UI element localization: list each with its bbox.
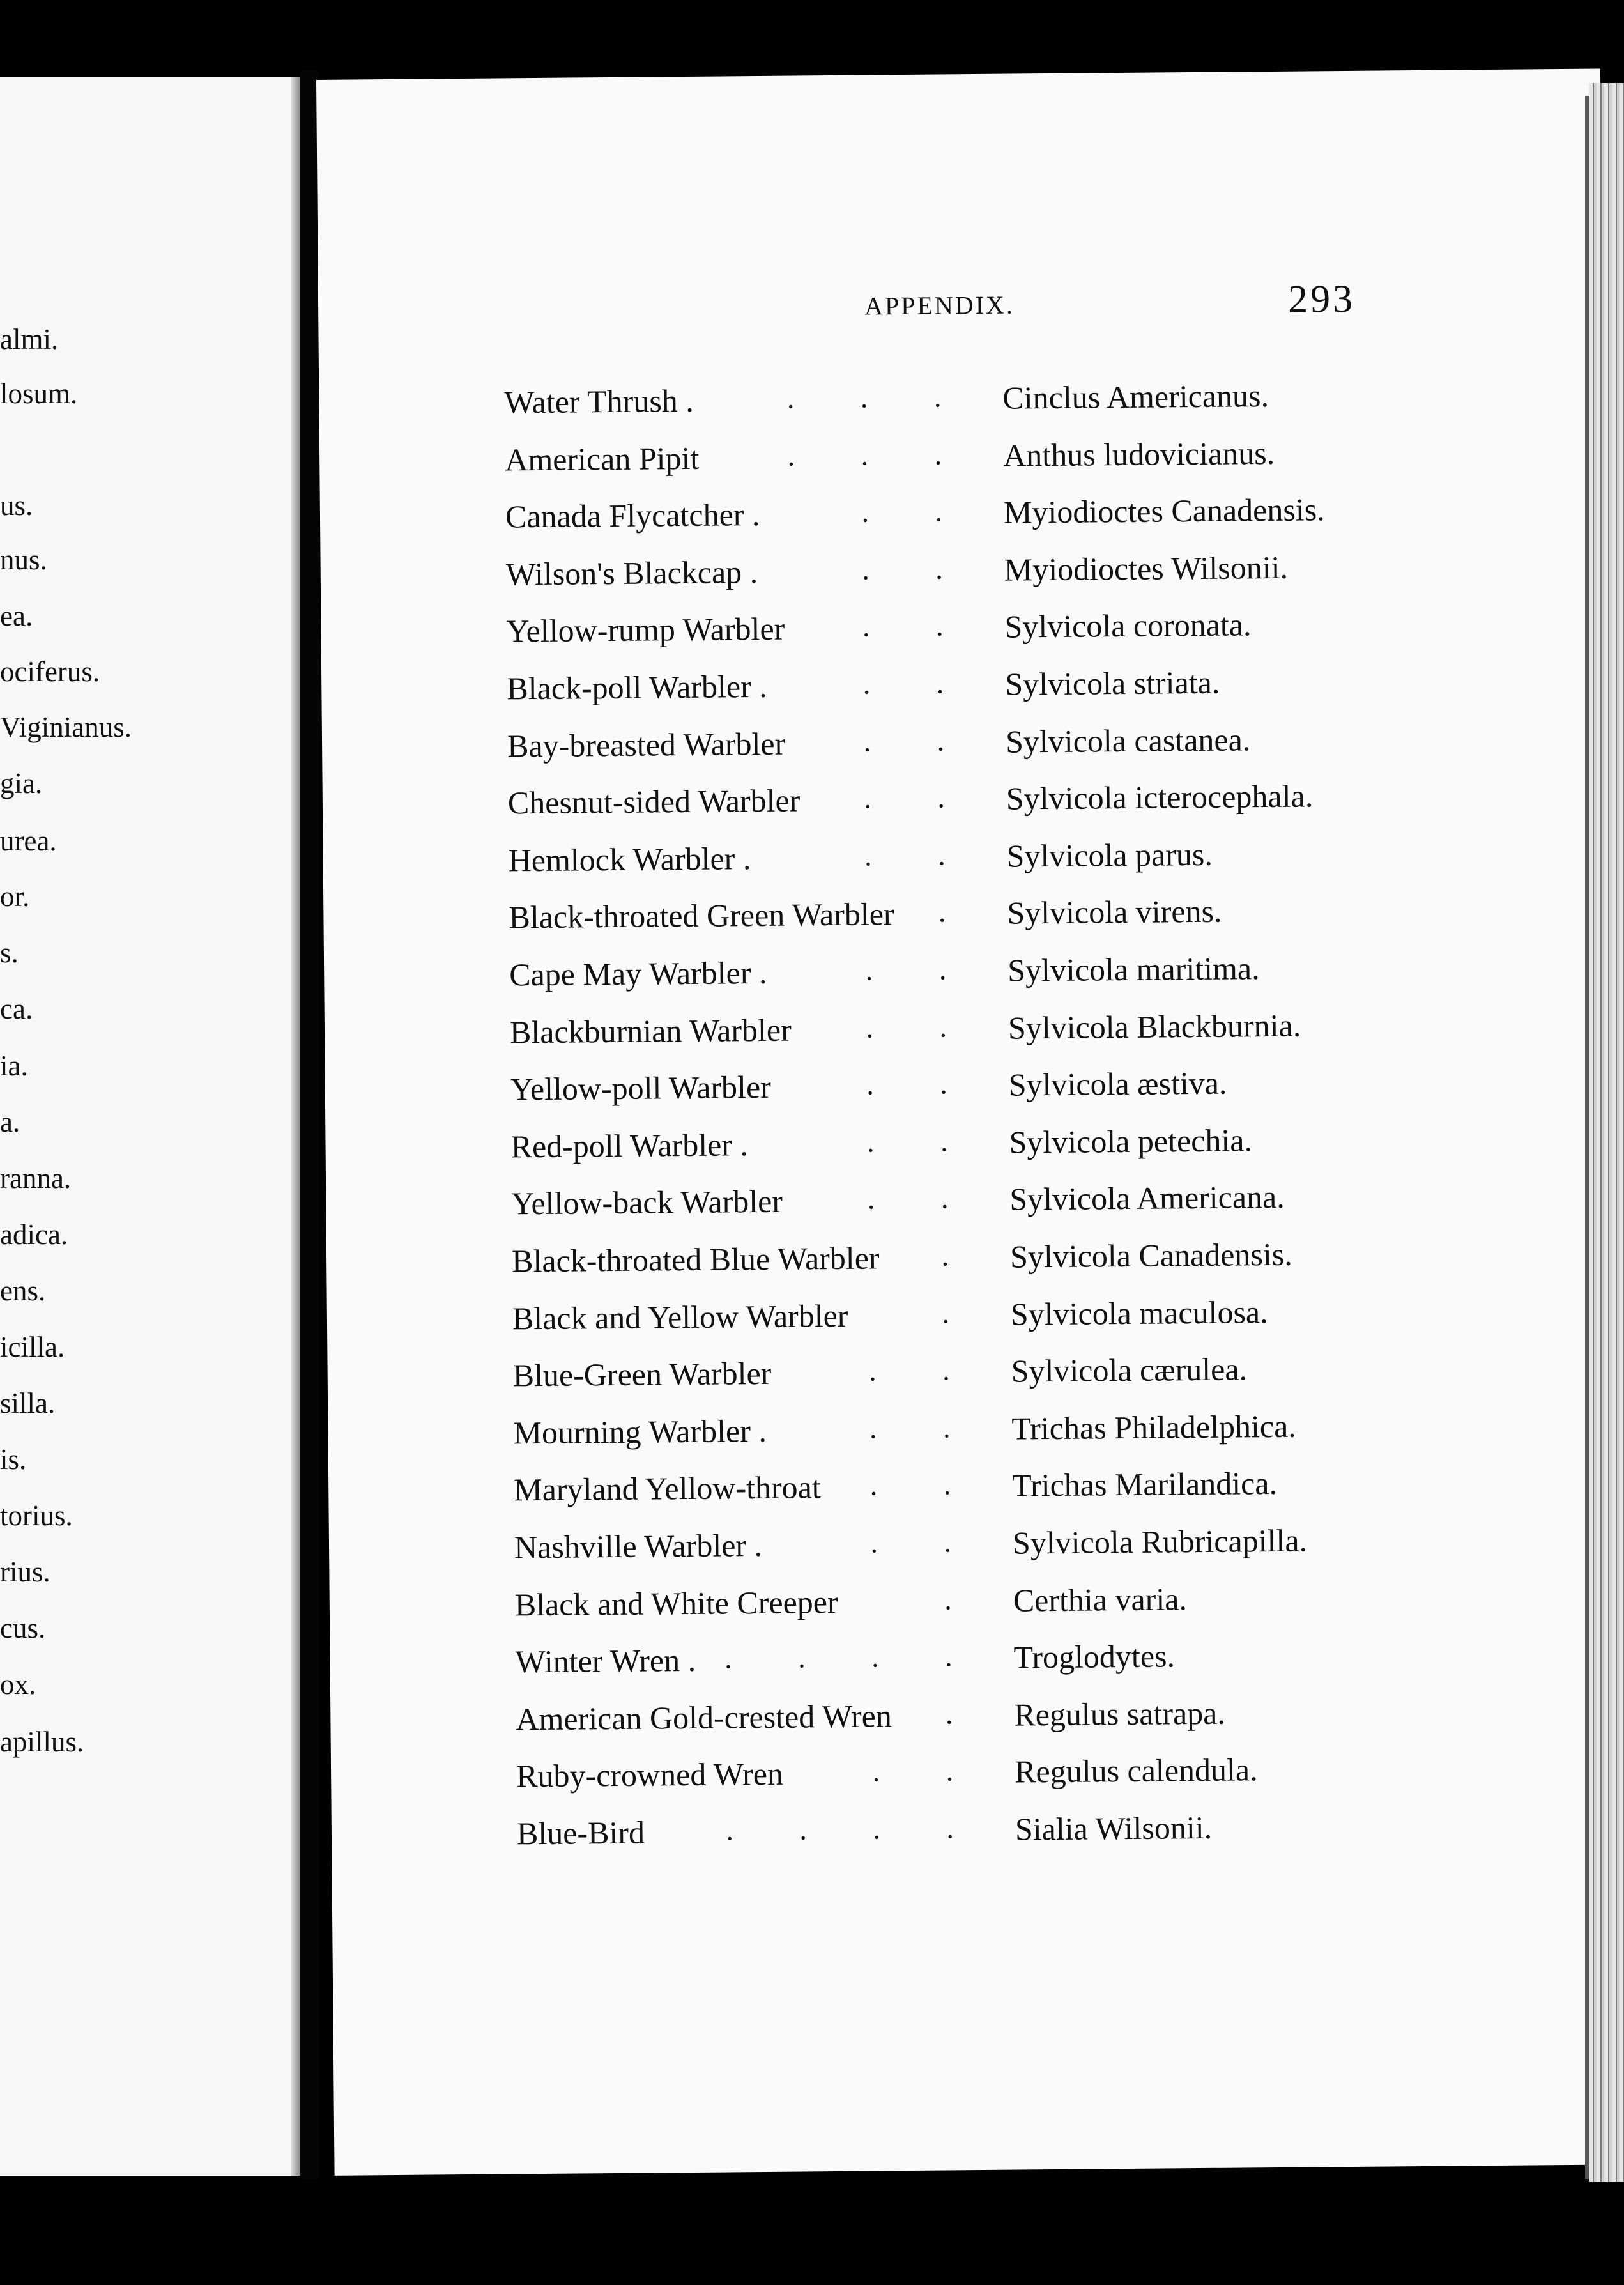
species-entry [330,1693,1417,1747]
species-entry [325,1006,1411,1060]
left-page-line: ia. [0,1050,28,1082]
species-entry [325,1120,1412,1174]
species-entry [319,433,1406,488]
left-page [0,77,300,2176]
latin-name: Sylvicola Canadensis. [1009,1236,1292,1275]
species-entry [320,490,1407,544]
latin-name: Sylvicola Blackburnia. [1007,1007,1301,1046]
latin-name: Sylvicola icterocephala. [1006,778,1314,817]
species-entry [321,604,1407,659]
left-page-gutter [291,77,300,2176]
common-name: Mourning Warbler . [513,1412,767,1451]
species-entry [326,1177,1413,1231]
common-name: Yellow-back Warbler [511,1183,783,1222]
latin-name: Sylvicola cærulea. [1011,1351,1248,1389]
left-page-line: ca. [0,993,33,1025]
page-edges [1589,83,1624,2182]
species-entry [319,376,1406,430]
common-name: Yellow-poll Warbler [510,1068,772,1107]
left-page-line: ens. [0,1275,46,1307]
leader-dots: . . . [787,438,972,472]
right-page [316,68,1619,2175]
latin-name: Sylvicola virens. [1007,893,1222,931]
page-number: 293 [1287,277,1356,321]
leader-dots: . . . [786,380,971,415]
left-page-line: cus. [0,1612,46,1644]
leader-dots: . . [866,1125,977,1158]
common-name: Canada Flycatcher . [505,496,760,535]
species-entry [332,1807,1418,1861]
common-name: Black-throated Green Warbler [509,896,894,935]
common-name: American Pipit [504,440,700,478]
left-page-line: us. [0,489,33,521]
leader-dots: . . [872,1753,983,1788]
latin-name: Sylvicola petechia. [1009,1122,1253,1160]
common-name: Black-poll Warbler . [507,668,767,707]
left-page-line: almi. [0,323,59,355]
species-entry [330,1635,1416,1689]
latin-name: Regulus calendula. [1014,1751,1258,1790]
species-entry [322,719,1409,774]
leader-dots: . [942,1296,979,1330]
leader-dots: . . [869,1468,981,1502]
species-entry [328,1406,1414,1461]
leader-dots: . . . . [724,1640,982,1675]
book-spine [300,70,319,2179]
left-page-line: s. [0,937,19,969]
common-name: Wilson's Blackcap . [505,553,758,592]
common-name: Bay-breasted Warbler [507,725,786,764]
common-name: Black-throated Blue Warbler [511,1240,880,1279]
species-entry [323,891,1410,945]
latin-name: Sylvicola parus. [1006,836,1213,874]
leader-dots: . . [864,838,975,872]
common-name: Water Thrush . [504,382,694,420]
left-page-line: ociferus. [0,656,100,688]
leader-dots: . . [868,1353,979,1387]
left-page-line: a. [0,1106,20,1138]
left-page-line: losum. [0,378,78,410]
leader-dots: . [941,1239,979,1272]
latin-name: Myiodioctes Canadensis. [1003,491,1325,530]
leader-dots: . . [863,724,974,758]
species-entry [323,776,1409,831]
leader-dots: . . . . [726,1811,984,1847]
species-entry [329,1521,1416,1575]
common-name: Red-poll Warbler . [510,1127,749,1165]
common-name: Yellow-rump Warbler [506,610,785,649]
latin-name: Certhia varia. [1013,1581,1188,1619]
species-entry [324,948,1411,1003]
latin-name: Cinclus Americanus. [1002,378,1269,416]
latin-name: Trichas Marilandica. [1011,1465,1278,1504]
leader-dots: . . [861,495,972,528]
common-name: Hemlock Warbler . [508,840,751,879]
species-entry [331,1750,1418,1804]
species-entry [328,1463,1415,1518]
latin-name: Sylvicola Americana. [1009,1178,1285,1217]
latin-name: Sylvicola æstiva. [1008,1065,1227,1103]
common-name: Chesnut-sided Warbler [507,782,801,821]
leader-dots: . . [862,666,974,700]
leader-dots: . . [864,781,975,815]
common-name: Nashville Warbler . [514,1527,763,1566]
leader-dots: . [944,1583,982,1616]
left-page-line: icilla. [0,1331,65,1363]
latin-name: Sylvicola castanea. [1005,721,1251,760]
common-name: Black and Yellow Warbler [512,1297,848,1337]
leader-dots: . [945,1697,983,1730]
left-page-line: Viginianus. [0,711,132,743]
latin-name: Sylvicola striata. [1005,664,1220,702]
left-page-line: nus. [0,544,47,576]
left-page-line: torius. [0,1500,73,1532]
left-page-line: urea. [0,825,57,857]
latin-name: Troglodytes. [1013,1638,1176,1675]
species-entry [325,1063,1412,1117]
latin-name: Sylvicola maritima. [1007,950,1260,989]
common-name: Blue-Green Warbler [512,1355,772,1394]
leader-dots: . . [869,1411,980,1445]
species-entry [327,1292,1414,1346]
common-name: Black and White Creeper [514,1583,838,1623]
leader-dots: . . [865,953,976,987]
species-entry [330,1578,1416,1633]
left-page-line: is. [0,1443,27,1475]
left-page-line: ea. [0,600,33,632]
latin-name: Trichas Philadelphica. [1011,1408,1296,1447]
leader-dots: . . [866,1067,977,1101]
left-page-line: apillus. [0,1726,84,1758]
latin-name: Regulus satrapa. [1014,1695,1226,1733]
leader-dots: . . [861,552,972,586]
leader-dots: . . [862,609,973,643]
common-name: Winter Wren . [515,1642,696,1680]
species-entry [321,662,1408,716]
common-name: Blue-Bird [516,1814,645,1852]
common-name: Blackburnian Warbler [509,1012,792,1050]
common-name: American Gold-crested Wren [516,1698,892,1737]
left-page-line: or. [0,881,30,912]
left-page-line: gia. [0,767,43,799]
latin-name: Sylvicola coronata. [1004,606,1252,645]
species-entry [327,1349,1414,1403]
left-page-line: silla. [0,1387,56,1419]
latin-name: Sialia Wilsonii. [1015,1809,1213,1847]
left-page-line: rius. [0,1556,50,1588]
latin-name: Sylvicola Rubricapilla. [1012,1522,1308,1561]
leader-dots: . . [867,1181,978,1215]
left-page-line: ox. [0,1668,36,1700]
common-name: Maryland Yellow-throat [514,1469,821,1508]
leader-dots: . . [870,1525,981,1559]
latin-name: Sylvicola maculosa. [1010,1294,1268,1332]
common-name: Cape May Warbler . [509,954,767,993]
running-head: APPENDIX. [864,290,1015,321]
species-entry [326,1235,1413,1289]
leader-dots: . . [866,1010,977,1044]
latin-name: Myiodioctes Wilsonii. [1004,549,1289,588]
species-entry [321,548,1407,602]
common-name: Ruby-crowned Wren [516,1755,784,1794]
leader-dots: . [938,895,976,928]
species-entry [323,834,1409,888]
latin-name: Anthus ludovicianus. [1002,435,1275,473]
left-page-line: adica. [0,1219,68,1250]
left-page-line: ranna. [0,1162,72,1194]
